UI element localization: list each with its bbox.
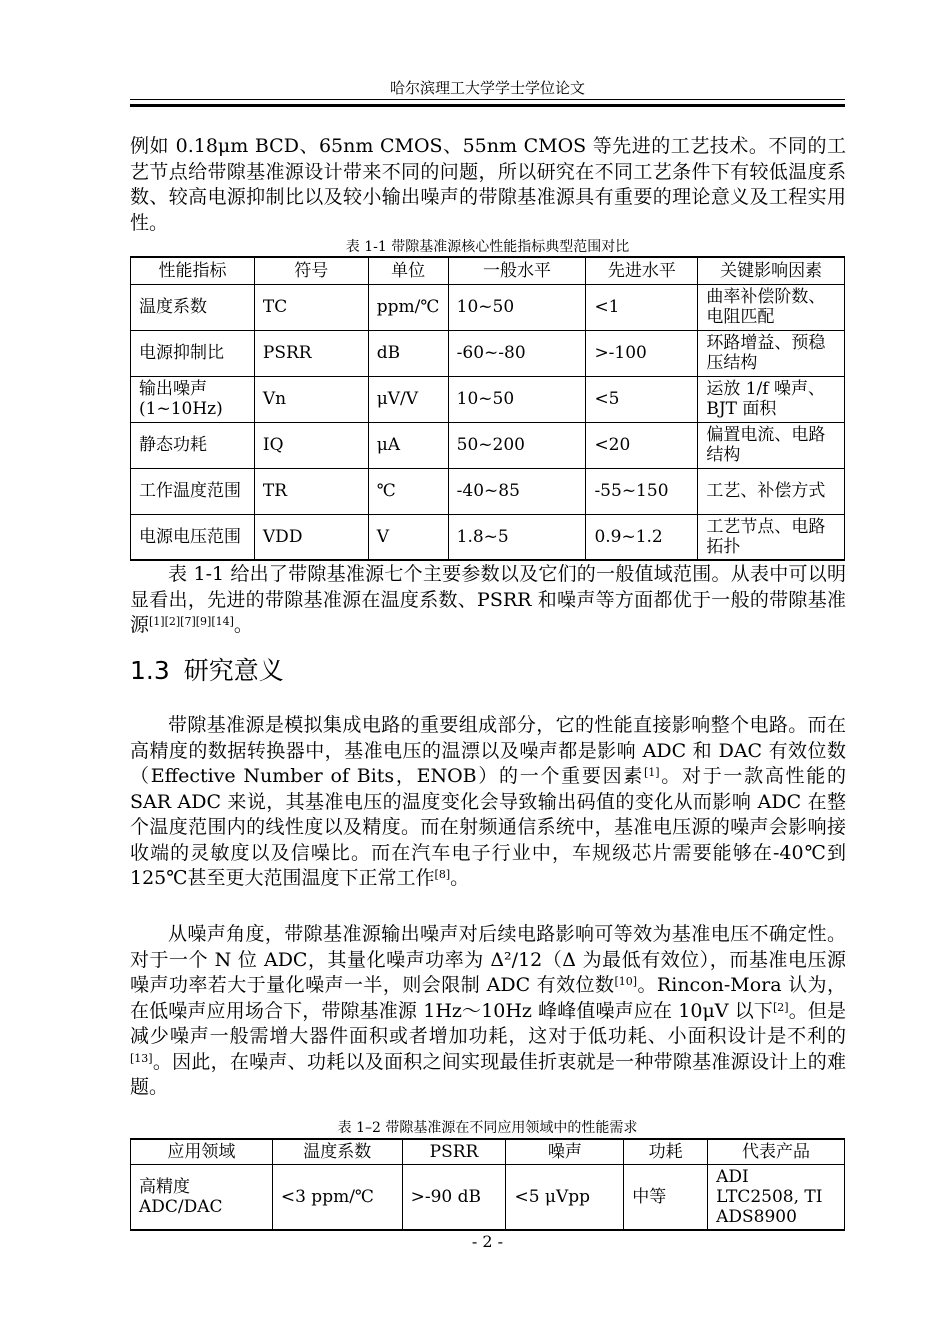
citation: [10]: [614, 975, 638, 988]
table-cell: 偏置电流、电路结构: [698, 422, 845, 468]
table2-header-cell: 噪声: [506, 1139, 624, 1165]
table2-header-cell: PSRR: [402, 1139, 506, 1165]
table-cell: <3 ppm/℃: [272, 1165, 402, 1231]
citation: [13]: [130, 1051, 153, 1065]
table-row: [131, 284, 845, 330]
table-cell: 10~50: [448, 376, 586, 422]
table-cell: dB: [368, 330, 448, 376]
table1-header-cell: 符号: [254, 257, 368, 284]
paragraph-3: [130, 713, 846, 892]
table-cell: 输出噪声 (1~10Hz): [131, 376, 255, 422]
table-cell: <5 μVpp: [506, 1165, 624, 1231]
table-cell: IQ: [254, 422, 368, 468]
citation: [1][2][7][9][14]: [149, 615, 234, 628]
paragraph-text: 。因此，在噪声、功耗以及面积之间实现最佳折衷就是一种带隙基准源设计上的难题。: [130, 1050, 846, 1098]
citation: [2]: [772, 1000, 789, 1014]
table-cell: VDD: [254, 514, 368, 560]
table-cell: 静态功耗: [131, 422, 255, 468]
table-cell: 工艺节点、电路拓扑: [698, 514, 845, 560]
paragraph-4: [130, 922, 846, 1101]
citation: [1]: [644, 766, 660, 779]
table-row: [131, 376, 845, 422]
paragraph-text: 。: [450, 867, 470, 889]
table-cell: -55~150: [586, 468, 698, 514]
table-cell: 50~200: [448, 422, 586, 468]
table2: [130, 1138, 845, 1231]
table1-header-cell: 一般水平: [448, 257, 586, 284]
section-number: 1.3: [130, 656, 170, 685]
table-row: [131, 422, 845, 468]
table-cell: PSRR: [254, 330, 368, 376]
table2-header-cell: 温度系数: [272, 1139, 402, 1165]
table-cell: TR: [254, 468, 368, 514]
page-number: - 2 -: [471, 1232, 504, 1251]
table-cell: >-90 dB: [402, 1165, 506, 1231]
paragraph-text: 。但是减少噪声一般需增大器件面积或者增加功耗，这对于低功耗、小面积设计是不利的: [130, 999, 846, 1047]
paragraph-text: 表 1-1 给出了带隙基准源七个主要参数以及它们的一般值域范围。从表中可以明显看出，先进的带隙基准源在温度系数、PSRR 和噪声等方面都优于一般的带隙基准源: [130, 563, 846, 636]
table1-header-cell: 性能指标: [131, 257, 255, 284]
table-cell: 工作温度范围: [131, 468, 255, 514]
table-cell: 0.9~1.2: [586, 514, 698, 560]
table2-header-row: [131, 1139, 845, 1165]
table-row: [131, 1165, 845, 1231]
table-cell: 电源电压范围: [131, 514, 255, 560]
running-header: 哈尔滨理工大学学士学位论文: [389, 79, 585, 97]
table-cell: 运放 1/f 噪声、BJT 面积: [698, 376, 845, 422]
table2-header-cell: 代表产品: [708, 1139, 845, 1165]
table-cell: 曲率补偿阶数、电阻匹配: [698, 284, 845, 330]
table-cell: ppm/℃: [368, 284, 448, 330]
table-cell: ℃: [368, 468, 448, 514]
header-rule-thin: [130, 99, 845, 100]
table-cell: 电源抑制比: [131, 330, 255, 376]
table2-header-cell: 应用领域: [131, 1139, 273, 1165]
table-cell: Vn: [254, 376, 368, 422]
table-cell: <20: [586, 422, 698, 468]
table-cell: 10~50: [448, 284, 586, 330]
table1-header-cell: 关键影响因素: [698, 257, 845, 284]
table-cell: 环路增益、预稳压结构: [698, 330, 845, 376]
table-cell: 温度系数: [131, 284, 255, 330]
table-cell: <5: [586, 376, 698, 422]
paragraph-text: 。: [233, 614, 253, 636]
table2-header-cell: 功耗: [624, 1139, 708, 1165]
table-cell: V: [368, 514, 448, 560]
table-cell: 1.8~5: [448, 514, 586, 560]
table-row: [131, 330, 845, 376]
table-cell: 高精度 ADC/DAC: [131, 1165, 273, 1231]
section-heading: [130, 651, 284, 687]
table1-header-row: [131, 257, 845, 284]
table-cell: ADI LTC2508, TI ADS8900: [708, 1165, 845, 1231]
table-cell: 工艺、补偿方式: [698, 468, 845, 514]
table-cell: -40~85: [448, 468, 586, 514]
section-title: 研究意义: [183, 656, 284, 685]
table-cell: μA: [368, 422, 448, 468]
table-cell: <1: [586, 284, 698, 330]
table1-header-cell: 先进水平: [586, 257, 698, 284]
table1-header-cell: 单位: [368, 257, 448, 284]
table-row: [131, 468, 845, 514]
paragraph-1: 例如 0.18μm BCD、65nm CMOS、55nm CMOS 等先进的工艺技术。不同的工艺节点给带隙基准源设计带来不同的问题，所以研究在不同工艺条件下有较低温度系数、较高电源抑制比以及较小输出噪声的带隙基准源具有重要的理论意义及工程实用性。: [130, 135, 846, 234]
table-cell: μV/V: [368, 376, 448, 422]
paragraph-text: 。对于一款高性能的 SAR ADC 来说，其基准电压的温度变化会导致输出码值的变化从而影响 ADC 在整个温度范围内的线性度以及精度。而在射频通信系统中，基准电压源的噪声会影响接收端的灵敏度以及信噪比。而在汽车电子行业中，车规级芯片需要能够在-40℃到 125℃甚至更大范围温度下正常工作: [130, 765, 846, 889]
paragraph-text: 从噪声角度，带隙基准源输出噪声对后续电路影响可等效为基准电压不确定性。对于一个 N 位 ADC，其量化噪声功率为 Δ²/12（Δ 为最低有效位），而基准电压源噪声功率若大于量化噪声一半，则会限制 ADC 有效位数: [130, 923, 846, 996]
header-rule-thick: [130, 104, 845, 107]
table-cell: 中等: [624, 1165, 708, 1231]
paragraph-2: [130, 562, 846, 639]
table-cell: >-100: [586, 330, 698, 376]
paragraph-text: 带隙基准源是模拟集成电路的重要组成部分，它的性能直接影响整个电路。而在高精度的数据转换器中，基准电压的温漂以及噪声都是影响 ADC 和 DAC 有效位数（Effective Number of Bits，ENOB）的一个重要因素: [130, 714, 846, 787]
table1-caption: 表 1-1 带隙基准源核心性能指标典型范围对比: [345, 239, 630, 255]
table-cell: -60~-80: [448, 330, 586, 376]
table1: [130, 256, 845, 561]
paragraph-text: 。Rincon-Mora 认为，在低噪声应用场合下，带隙基准源 1Hz～10Hz 峰峰值噪声应在 10μV 以下: [130, 974, 846, 1022]
table-row: [131, 514, 845, 560]
citation: [8]: [434, 868, 451, 881]
table-cell: TC: [254, 284, 368, 330]
table2-caption: 表 1–2 带隙基准源在不同应用领域中的性能需求: [337, 1120, 638, 1136]
